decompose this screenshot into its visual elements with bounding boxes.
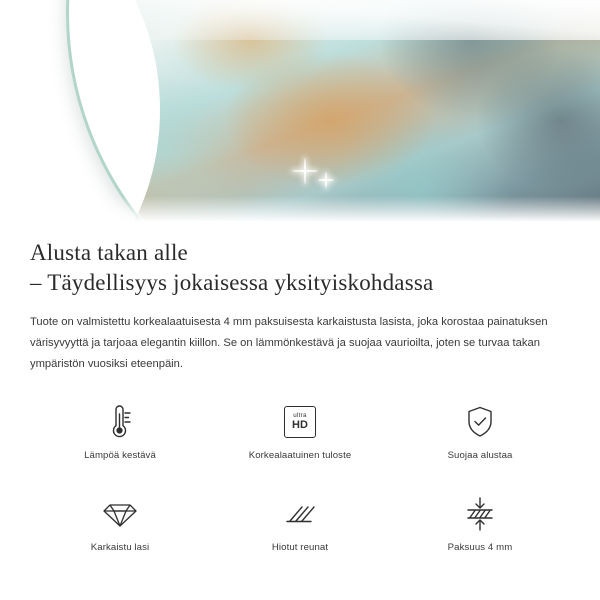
thermometer-icon: [103, 401, 137, 443]
feature-protects-surface: [390, 401, 570, 479]
page-title: [30, 238, 570, 298]
feature-label: Suojaa alustaa: [447, 450, 513, 461]
feature-label: Lämpöä kestävä: [84, 450, 156, 461]
feature-label: Korkealaatuinen tuloste: [248, 450, 352, 461]
feature-high-quality-print: [210, 401, 390, 479]
feature-grid: [30, 401, 570, 571]
ultra-hd-badge-bottom: HD: [292, 419, 308, 432]
shield-check-icon: [463, 401, 497, 443]
description-paragraph: Tuote on valmistettu korkealaatuisesta 4 mm paksuisesta karkaistusta lasista, joka korostaa painatuksen värisyvyyttä ja tarjoaa elegantin kiillon. Se on lämmönkestävä ja suojaa vaurioilta, joten se turvaa takan ympäristön vuosiksi eteenpäin.: [30, 316, 548, 370]
image-left-fade: [0, 0, 96, 222]
diamond-icon: [102, 493, 138, 535]
ultra-hd-badge-top: ultra: [293, 411, 307, 419]
ultra-hd-icon: [284, 401, 316, 443]
headline-line-1: Alusta takan alle: [30, 240, 188, 265]
feature-heat-resistant: [30, 401, 210, 479]
feature-label: Paksuus 4 mm: [447, 542, 513, 553]
content-section: [0, 222, 600, 571]
hero-product-image: [0, 0, 600, 222]
thickness-arrows-icon: [463, 493, 497, 535]
feature-tempered-glass: [30, 493, 210, 571]
feature-label: Hiotut reunat: [271, 542, 329, 553]
image-bottom-fade: [0, 196, 600, 222]
headline-line-2: – Täydellisyys jokaisessa yksityiskohdassa: [30, 270, 434, 295]
polished-edges-icon: [283, 493, 317, 535]
feature-polished-edges: [210, 493, 390, 571]
feature-thickness: [390, 493, 570, 571]
feature-label: Karkaistu lasi: [90, 542, 150, 553]
